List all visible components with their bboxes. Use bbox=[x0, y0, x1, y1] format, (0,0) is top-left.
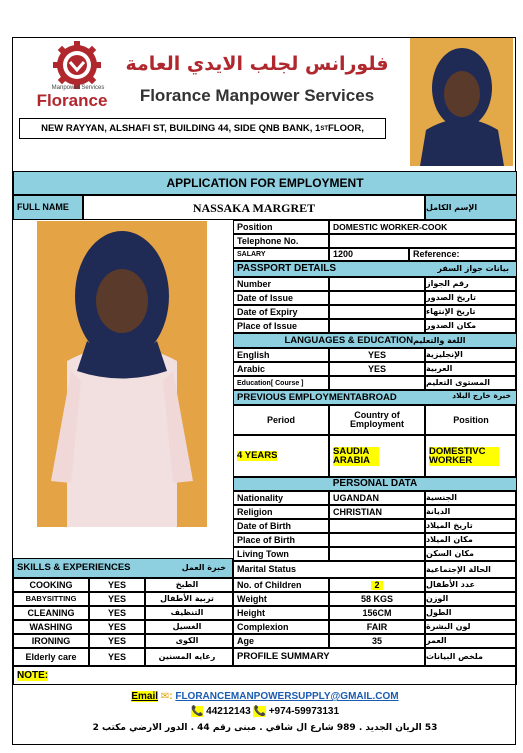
height-label: Height bbox=[233, 606, 329, 620]
full-name-label-arabic: الإسم الكامل bbox=[425, 195, 517, 220]
logo-brand: Florance bbox=[36, 91, 108, 110]
complexion-value: FAIR bbox=[329, 620, 425, 634]
address-box bbox=[19, 118, 386, 139]
position-label: Position bbox=[233, 220, 329, 234]
date-of-issue-label-arabic: تاريخ الصدور bbox=[425, 291, 517, 305]
languages-header bbox=[233, 333, 517, 348]
english-value: YES bbox=[329, 348, 425, 362]
date-of-issue-value bbox=[329, 291, 425, 305]
skill-washing-label: WASHING bbox=[13, 620, 89, 634]
footer-address-arabic: 53 الريان الجديد . 989 شارع ال شافي . مبنى رقم 44 . الدور الارضي مكتب 2 bbox=[92, 723, 438, 733]
prev-period-value: 4 YEARS bbox=[237, 450, 278, 462]
nationality-value: UGANDAN bbox=[329, 491, 425, 505]
skills-header-arabic: خبرة العمل bbox=[181, 563, 226, 572]
company-title-english: Florance Manpower Services bbox=[139, 86, 375, 105]
portrait-photo-small bbox=[410, 38, 513, 166]
skill-elderly-care-value: YES bbox=[89, 648, 145, 666]
date-of-expiry-label-arabic: تاريخ الإنتهاء bbox=[425, 305, 517, 319]
address-text: NEW RAYYAN, ALSHAFI ST, BUILDING 44, SIDE QNB BANK, 1 bbox=[41, 123, 321, 134]
profile-summary-label-arabic: ملخص البيانات bbox=[425, 648, 517, 666]
email-value: FLORANCEMANPOWERSUPPLY@GMAIL.COM bbox=[175, 691, 399, 702]
nationality-label: Nationality bbox=[233, 491, 329, 505]
skill-elderly-care-label-arabic: رعايه المسنين bbox=[145, 648, 233, 666]
height-label-arabic: الطول bbox=[425, 606, 517, 620]
passport-header: PASSPORT DETAILS bbox=[233, 261, 517, 277]
prev-position-cell bbox=[425, 435, 517, 477]
salary-label: SALARY bbox=[233, 248, 329, 261]
passport-number-label: Number bbox=[233, 277, 329, 291]
email-label: Email bbox=[131, 691, 159, 702]
skill-cleaning-label-arabic: التنظيف bbox=[145, 606, 233, 620]
salary-value: 1200 bbox=[329, 248, 409, 261]
company-title-arabic: فلورانس لجلب الايدي العامة bbox=[125, 53, 389, 75]
languages-header-text: LANGUAGES & EDUCATION bbox=[284, 334, 414, 346]
previous-employment-header: PREVIOUS EMPLOYMENTABROAD bbox=[233, 390, 517, 405]
note-label: NOTE: bbox=[17, 669, 49, 681]
skill-cooking-label: COOKING bbox=[13, 578, 89, 592]
place-of-issue-value bbox=[329, 319, 425, 333]
place-of-birth-label: Place of Birth bbox=[233, 533, 329, 547]
prev-employment-values-row bbox=[233, 435, 329, 477]
skill-cooking-label-arabic: الطبخ bbox=[145, 578, 233, 592]
age-value: 35 bbox=[329, 634, 425, 648]
footer-phone-line bbox=[13, 706, 517, 717]
english-label: English bbox=[233, 348, 329, 362]
previous-employment-header-arabic: خبرة خارج البلاد bbox=[452, 391, 511, 400]
skill-ironing-value: YES bbox=[89, 634, 145, 648]
weight-label: Weight bbox=[233, 592, 329, 606]
profile-summary-label: PROFILE SUMMARY bbox=[233, 648, 425, 666]
skills-header-text: SKILLS & EXPERIENCES bbox=[17, 562, 131, 574]
date-of-expiry-label: Date of Expiry bbox=[233, 305, 329, 319]
arabic-value: YES bbox=[329, 362, 425, 376]
languages-header-arabic: اللغة والتعليم bbox=[413, 335, 466, 345]
skill-cooking-value: YES bbox=[89, 578, 145, 592]
date-of-expiry-value bbox=[329, 305, 425, 319]
children-label: No. of Children bbox=[233, 578, 329, 592]
english-label-arabic: الإنجليزية bbox=[425, 348, 517, 362]
skill-washing-label-arabic: الغسيل bbox=[145, 620, 233, 634]
prev-country-cell bbox=[329, 435, 425, 477]
prev-position-value: DOMESTIVC WORKER bbox=[429, 447, 499, 466]
skill-washing-value: YES bbox=[89, 620, 145, 634]
age-label-arabic: العمر bbox=[425, 634, 517, 648]
phone-2: +974-59973131 bbox=[268, 706, 340, 717]
religion-value: CHRISTIAN bbox=[329, 505, 425, 519]
position-value: DOMESTIC WORKER-COOK bbox=[329, 220, 517, 234]
living-town-value bbox=[329, 547, 425, 561]
religion-label-arabic: الديانة bbox=[425, 505, 517, 519]
children-value-cell bbox=[329, 578, 425, 592]
marital-status-label: Marital Status bbox=[233, 561, 425, 578]
person-full-body-icon bbox=[37, 221, 207, 527]
complexion-label: Complexion bbox=[233, 620, 329, 634]
country-column-header: Country of Employment bbox=[329, 405, 425, 435]
weight-label-arabic: الوزن bbox=[425, 592, 517, 606]
skill-ironing-label-arabic: الكوى bbox=[145, 634, 233, 648]
period-column-header: Period bbox=[233, 405, 329, 435]
passport-header-arabic: بيانات جواز السفر bbox=[437, 264, 509, 273]
place-of-issue-label: Place of Issue bbox=[233, 319, 329, 333]
date-of-issue-label: Date of Issue bbox=[233, 291, 329, 305]
phone-1: 44212143 bbox=[206, 706, 251, 717]
address-end: FLOOR, bbox=[328, 123, 364, 134]
position-column-header: Position bbox=[425, 405, 517, 435]
education-label-arabic: المستوى التعليم bbox=[425, 376, 517, 390]
personal-data-header: PERSONAL DATA bbox=[233, 477, 517, 491]
date-of-birth-label-arabic: تاريخ الميلاد bbox=[425, 519, 517, 533]
arabic-label: Arabic bbox=[233, 362, 329, 376]
reference-label: Reference: bbox=[409, 248, 517, 261]
note-row bbox=[13, 666, 517, 684]
phone-icon: 📞 bbox=[190, 706, 204, 717]
email-icon: ✉: bbox=[160, 691, 173, 702]
religion-label: Religion bbox=[233, 505, 329, 519]
telephone-label: Telephone No. bbox=[233, 234, 329, 248]
living-town-label-arabic: مكان السكن bbox=[425, 547, 517, 561]
date-of-birth-value bbox=[329, 519, 425, 533]
skill-elderly-care-label: Elderly care bbox=[13, 648, 89, 666]
weight-value: 58 KGS bbox=[329, 592, 425, 606]
passport-number-value bbox=[329, 277, 425, 291]
address-sup: ST bbox=[320, 125, 328, 132]
form-title: APPLICATION FOR EMPLOYMENT bbox=[13, 171, 517, 195]
place-of-birth-value bbox=[329, 533, 425, 547]
full-name-value: NASSAKA MARGRET bbox=[83, 195, 425, 220]
application-sheet bbox=[12, 37, 516, 745]
education-value bbox=[329, 376, 425, 390]
living-town-label: Living Town bbox=[233, 547, 329, 561]
person-portrait-icon bbox=[410, 38, 513, 166]
footer-email-line bbox=[13, 691, 517, 702]
skill-cleaning-label: CLEANING bbox=[13, 606, 89, 620]
prev-country-value: SAUDIA ARABIA bbox=[333, 447, 379, 466]
age-label: Age bbox=[233, 634, 329, 648]
full-name-label: FULL NAME bbox=[13, 195, 83, 220]
logo-subtitle: Manpower Services bbox=[51, 85, 105, 91]
marital-status-label-arabic: الحالة الإجتماعية bbox=[425, 561, 517, 578]
passport-number-label-arabic: رقم الجواز bbox=[425, 277, 517, 291]
children-label-arabic: عدد الأطفال bbox=[425, 578, 517, 592]
portrait-photo-full bbox=[37, 221, 207, 527]
skill-babysitting-label: BABYSITTING bbox=[13, 592, 89, 606]
skills-header bbox=[13, 558, 233, 578]
education-label: Education[ Course ] bbox=[233, 376, 329, 390]
skill-babysitting-value: YES bbox=[89, 592, 145, 606]
arabic-label-arabic: العربية bbox=[425, 362, 517, 376]
mobile-icon: 📞 bbox=[253, 706, 266, 717]
nationality-label-arabic: الجنسية bbox=[425, 491, 517, 505]
skill-cleaning-value: YES bbox=[89, 606, 145, 620]
place-of-birth-label-arabic: مكان الميلاد bbox=[425, 533, 517, 547]
date-of-birth-label: Date of Birth bbox=[233, 519, 329, 533]
height-value: 156CM bbox=[329, 606, 425, 620]
complexion-label-arabic: لون البشرة bbox=[425, 620, 517, 634]
children-value: 2 bbox=[371, 581, 382, 590]
skill-babysitting-label-arabic: تربية الأطفال bbox=[145, 592, 233, 606]
footer-box bbox=[13, 684, 517, 745]
place-of-issue-label-arabic: مكان الصدور bbox=[425, 319, 517, 333]
skill-ironing-label: IRONING bbox=[13, 634, 89, 648]
telephone-value bbox=[329, 234, 517, 248]
